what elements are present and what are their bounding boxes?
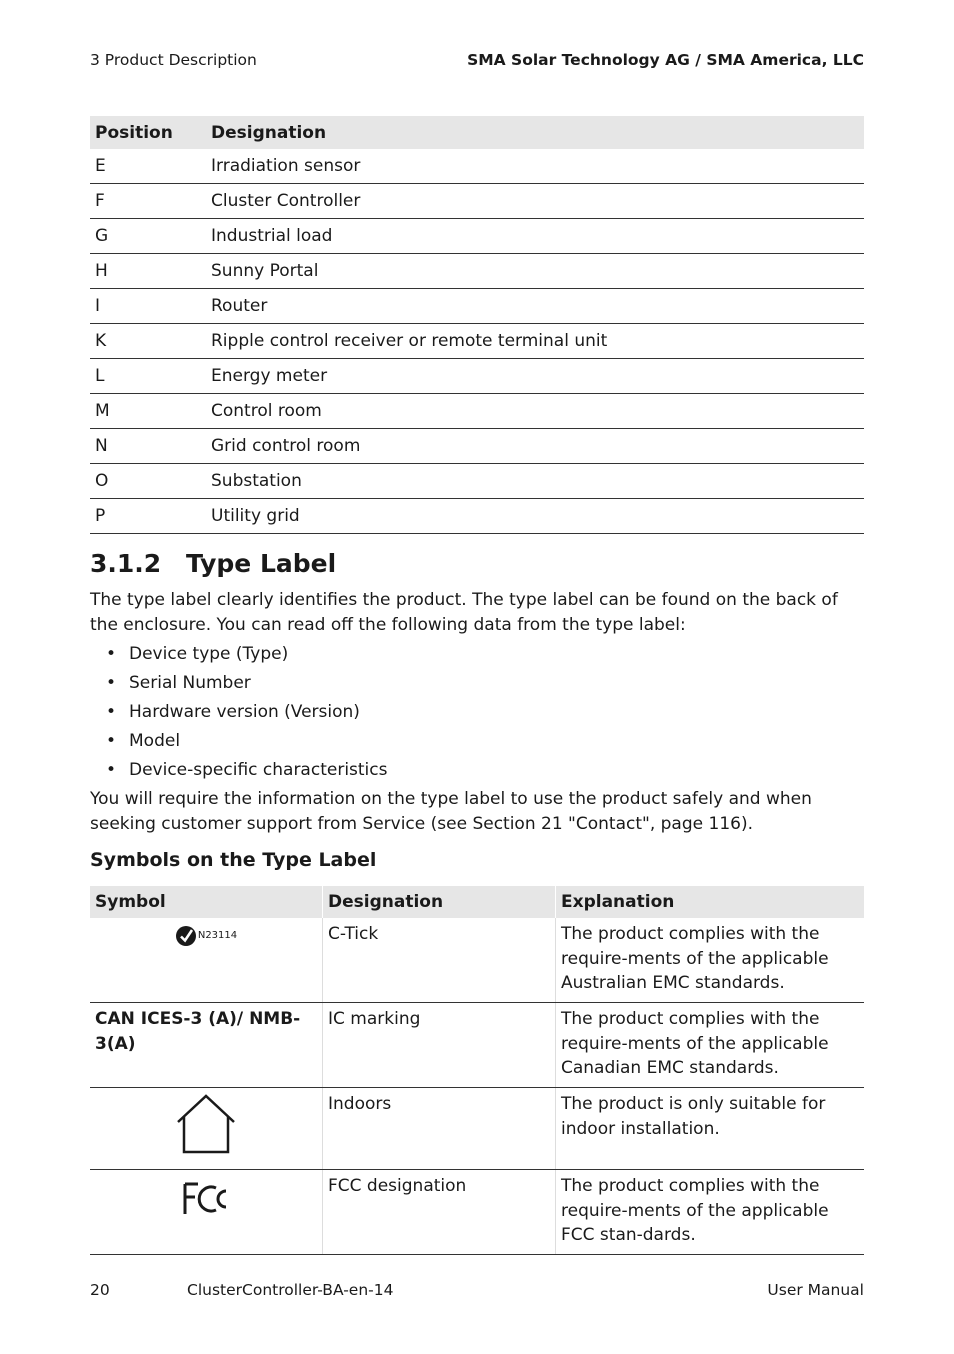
list-item: • Device type (Type)	[90, 640, 388, 669]
page-number: 20	[90, 1281, 110, 1299]
explanation-cell: The product complies with the require-ments of the applicable FCC stan-dards.	[556, 1170, 865, 1255]
bullet-list	[90, 640, 388, 785]
designation-cell: Router	[206, 289, 864, 324]
explanation-cell: The product complies with the require-ments of the applicable Canadian EMC standards.	[556, 1003, 865, 1088]
designation-cell: Substation	[206, 464, 864, 499]
table-row	[90, 289, 864, 324]
designation-cell: IC marking	[323, 1003, 556, 1088]
table-row	[90, 1003, 864, 1088]
symbol-cell: CAN ICES-3 (A)/ NMB-3(A)	[90, 1003, 323, 1088]
table-row	[90, 184, 864, 219]
outro-paragraph: You will require the information on the type label to use the product safely and when seeking customer support from Service (see Section 21 "Contact", page 116).	[90, 789, 812, 834]
designation-cell: Cluster Controller	[206, 184, 864, 219]
bullet-icon: •	[106, 673, 117, 693]
list-item: • Device-specific characteristics	[90, 756, 388, 785]
column-header: Explanation	[556, 886, 865, 918]
position-cell: E	[90, 149, 206, 184]
intro-paragraph: The type label clearly identifies the product. The type label can be found on the back of the enclosure. You can read off the following data from the type label:	[90, 590, 838, 635]
table-row	[90, 918, 864, 1003]
position-table	[90, 116, 864, 534]
symbol-cell	[90, 1088, 323, 1170]
list-item: • Model	[90, 727, 388, 756]
position-cell: N	[90, 429, 206, 464]
designation-cell: Indoors	[323, 1088, 556, 1170]
fcc-icon	[182, 1182, 230, 1216]
document-id: ClusterController-BA-en-14	[187, 1281, 394, 1299]
header-section: 3 Product Description	[90, 51, 257, 69]
table-row	[90, 254, 864, 289]
position-cell: G	[90, 219, 206, 254]
designation-cell: Irradiation sensor	[206, 149, 864, 184]
c-tick-code: N23114	[197, 930, 238, 941]
table-row	[90, 464, 864, 499]
header-company: SMA Solar Technology AG / SMA America, LLC	[467, 51, 864, 69]
table-row	[90, 499, 864, 534]
table-header-row	[90, 116, 864, 149]
bullet-icon: •	[106, 702, 117, 722]
table-row	[90, 359, 864, 394]
bullet-icon: •	[106, 731, 117, 751]
designation-cell: Sunny Portal	[206, 254, 864, 289]
designation-cell: Utility grid	[206, 499, 864, 534]
table-row	[90, 1088, 864, 1170]
designation-cell: Ripple control receiver or remote terminal unit	[206, 324, 864, 359]
house-icon	[176, 1094, 236, 1154]
position-cell: H	[90, 254, 206, 289]
symbol-cell	[90, 918, 323, 1003]
list-item: • Hardware version (Version)	[90, 698, 388, 727]
column-header: Designation	[323, 886, 556, 918]
designation-cell: Control room	[206, 394, 864, 429]
position-cell: I	[90, 289, 206, 324]
bullet-icon: •	[106, 760, 117, 780]
table-row	[90, 1170, 864, 1255]
table-row	[90, 429, 864, 464]
manual-type: User Manual	[767, 1281, 864, 1299]
table-row	[90, 219, 864, 254]
designation-cell: C-Tick	[323, 918, 556, 1003]
column-header: Symbol	[90, 886, 323, 918]
designation-cell: Grid control room	[206, 429, 864, 464]
designation-cell: Industrial load	[206, 219, 864, 254]
symbol-cell	[90, 1170, 323, 1255]
table-row	[90, 324, 864, 359]
position-cell: F	[90, 184, 206, 219]
table-row	[90, 149, 864, 184]
section-number: 3.1.2	[90, 549, 162, 578]
symbol-table	[90, 886, 864, 1255]
bullet-icon: •	[106, 644, 117, 664]
designation-cell: FCC designation	[323, 1170, 556, 1255]
c-tick-icon	[175, 925, 197, 947]
position-cell: M	[90, 394, 206, 429]
explanation-cell: The product complies with the require-ments of the applicable Australian EMC standards.	[556, 918, 865, 1003]
section-title: Type Label	[186, 549, 337, 578]
section-heading	[90, 549, 336, 578]
designation-cell: Energy meter	[206, 359, 864, 394]
table-row	[90, 394, 864, 429]
column-header: Designation	[206, 116, 864, 149]
subheading: Symbols on the Type Label	[90, 849, 377, 871]
table-header-row	[90, 886, 864, 918]
column-header: Position	[90, 116, 206, 149]
position-cell: K	[90, 324, 206, 359]
position-cell: O	[90, 464, 206, 499]
list-item: • Serial Number	[90, 669, 388, 698]
position-cell: L	[90, 359, 206, 394]
position-cell: P	[90, 499, 206, 534]
explanation-cell: The product is only suitable for indoor installation.	[556, 1088, 865, 1170]
